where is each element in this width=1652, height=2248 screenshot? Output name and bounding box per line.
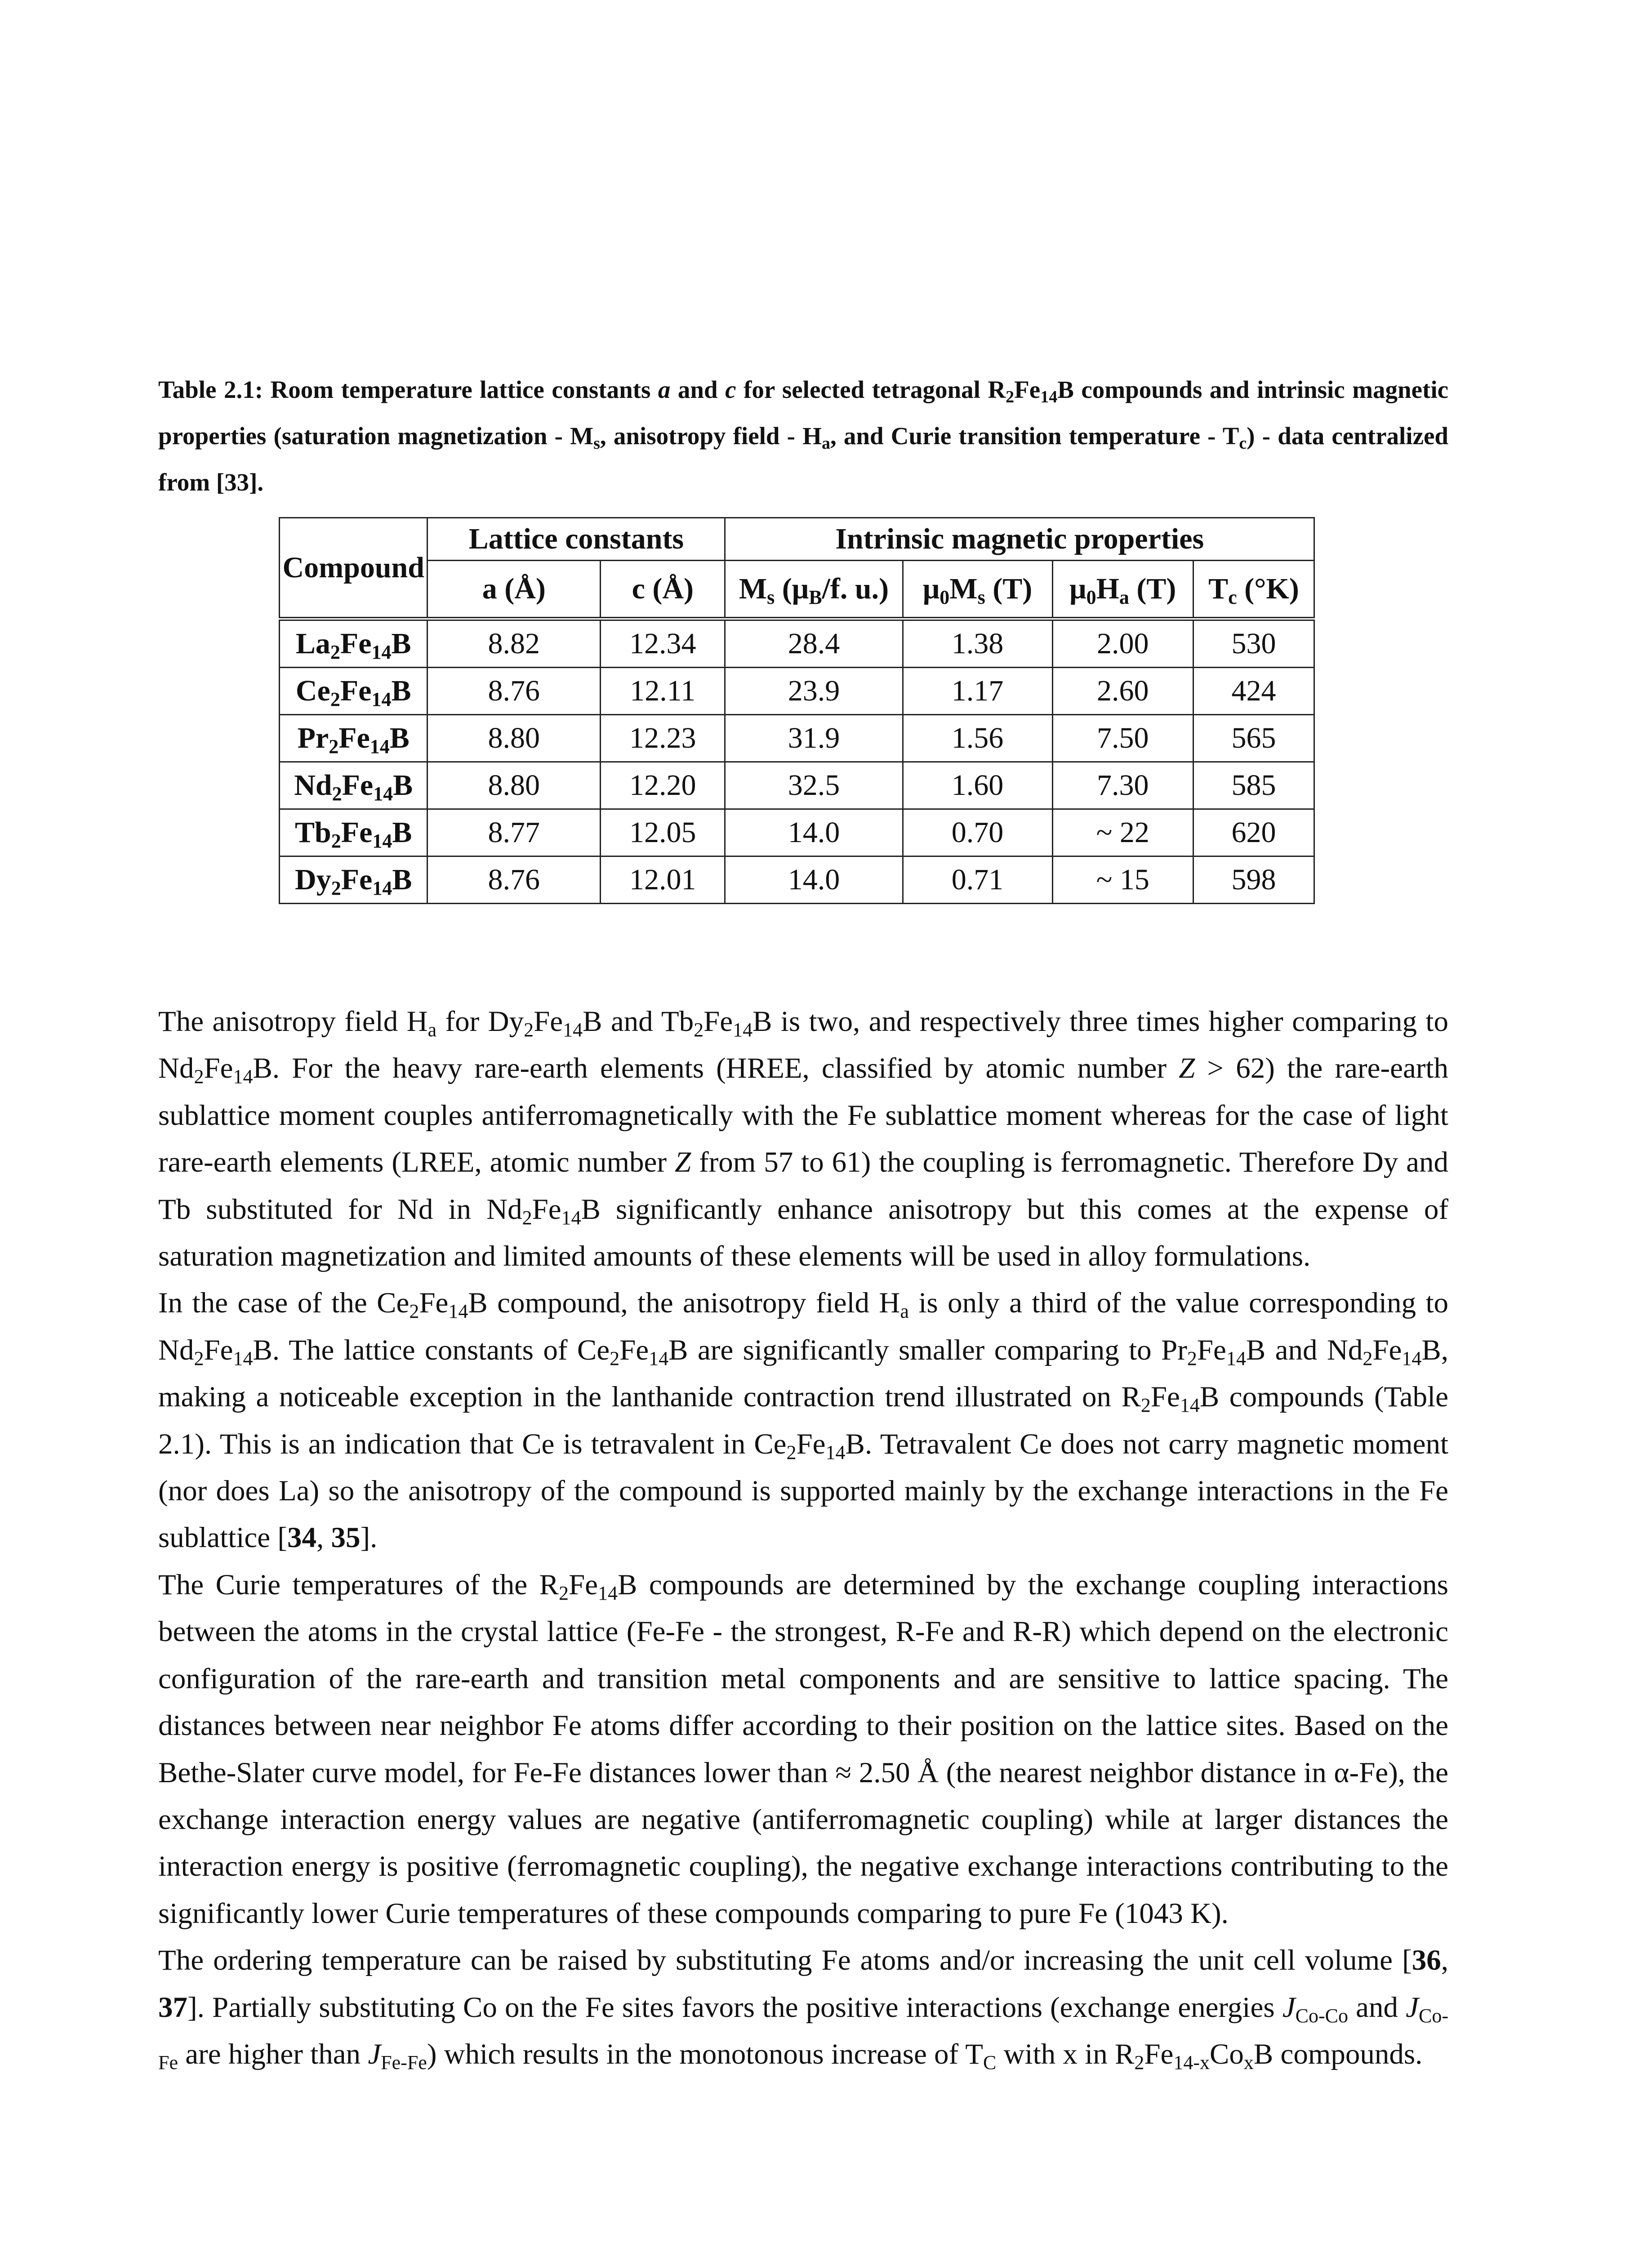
table-row (280, 762, 1314, 809)
mu0ha-cell: 7.30 (1052, 762, 1193, 809)
tc-cell: 598 (1193, 856, 1314, 904)
table-body (280, 619, 1314, 904)
mu0ms-cell: 0.71 (903, 856, 1052, 904)
a-cell: 8.80 (427, 762, 601, 809)
compound-cell: $Tb_2Fe_{14}B$ (280, 809, 427, 856)
table-header-row-2 (280, 561, 1314, 619)
mu0ha-cell: 2.00 (1052, 619, 1193, 668)
a-cell: 8.77 (427, 809, 601, 856)
c-cell: 12.34 (601, 619, 725, 668)
header-mu0ha: $\mu_0H_a$ (T) (1052, 561, 1193, 619)
table-row (280, 715, 1314, 762)
a-cell: 8.80 (427, 715, 601, 762)
compound-cell: $Nd_2Fe_{14}B$ (280, 762, 427, 809)
ms-cell: 23.9 (725, 668, 903, 715)
table-row (280, 856, 1314, 904)
body-paragraph: The anisotropy field $H_a$ for $Dy_2Fe_{14}B$ and $Tb_2Fe_{14}B$ is two, and respectively three times higher comparing to $Nd_2Fe_{14}B$. For the heavy rare-earth elements (HREE, classified by atomic number Z > 62) the rare-earth sublattice moment couples antiferromagnetically with the Fe sublattice moment whereas for the case of light rare-earth elements (LREE, atomic number Z from 57 to 61) the coupling is ferromagnetic. Therefore Dy and Tb substituted for Nd in $Nd_2Fe_{14}B$ significantly enhance anisotropy but this comes at the expense of saturation magnetization and limited amounts of these elements will be used in alloy formulations. (158, 1005, 1448, 1273)
a-cell: 8.76 (427, 668, 601, 715)
header-lattice-constants: Lattice constants (427, 518, 725, 561)
header-tc: $T_c$ (°K) (1193, 561, 1314, 619)
c-cell: 12.23 (601, 715, 725, 762)
header-ms: $M_s$ ($\mu_B/f$. u.) (725, 561, 903, 619)
compound-cell: $Ce_2Fe_{14}B$ (280, 668, 427, 715)
c-cell: 12.11 (601, 668, 725, 715)
tc-cell: 530 (1193, 619, 1314, 668)
table-row (280, 619, 1314, 668)
table-row (280, 668, 1314, 715)
tc-cell: 585 (1193, 762, 1314, 809)
ms-cell: 28.4 (725, 619, 903, 668)
mu0ms-cell: 1.56 (903, 715, 1052, 762)
tc-cell: 424 (1193, 668, 1314, 715)
a-cell: 8.76 (427, 856, 601, 904)
properties-table (279, 517, 1315, 904)
mu0ms-cell: 1.38 (903, 619, 1052, 668)
mu0ha-cell: ~ 15 (1052, 856, 1193, 904)
header-magnetic-properties: Intrinsic magnetic properties (725, 518, 1314, 561)
body-text (158, 998, 1448, 2078)
body-paragraph: The ordering temperature can be raised by substituting Fe atoms and/or increasing the unit cell volume [36, 37]. Partially substituting Co on the Fe sites favors the positive interactions (exchange energies $J_{Co-Co}$ and $J_{Co-Fe}$ are higher than $J_{Fe-Fe}$) which results in the monotonous increase of $T_C$ with x in $R_2Fe_{14-x}Co_xB$ compounds. (158, 1944, 1448, 2074)
body-paragraph: In the case of the $Ce_2Fe_{14}B$ compound, the anisotropy field $H_a$ is only a third of the value corresponding to $Nd_2Fe_{14}B$. The lattice constants of $Ce_2Fe_{14}B$ are significantly smaller comparing to $Pr_2Fe_{14}B$ and $Nd_2Fe_{14}B$, making a noticeable exception in the lanthanide contraction trend illustrated on $R_2Fe_{14}B$ compounds (Table 2.1). This is an indication that Ce is tetravalent in $Ce_2Fe_{14}B$. Tetravalent Ce does not carry magnetic moment (nor does La) so the anisotropy of the compound is supported mainly by the exchange interactions in the Fe sublattice [34, 35]. (158, 1287, 1449, 1554)
c-cell: 12.01 (601, 856, 725, 904)
header-c: c (Å) (601, 561, 725, 619)
mu0ms-cell: 0.70 (903, 809, 1052, 856)
mu0ms-cell: 1.60 (903, 762, 1052, 809)
tc-cell: 565 (1193, 715, 1314, 762)
a-cell: 8.82 (427, 619, 601, 668)
mu0ha-cell: ~ 22 (1052, 809, 1193, 856)
table-caption: Table 2.1: Room temperature lattice constants a and c for selected tetragonal $R_2Fe_{14}B$ compounds and intrinsic magnetic properties (saturation magnetization - $M_s$, anisotropy field - $H_a$, and Curie transition temperature - $T_c$) - data centralized from [33]. (158, 376, 1449, 496)
ms-cell: 32.5 (725, 762, 903, 809)
caption-label: Table 2.1: (158, 376, 263, 403)
table-row (280, 809, 1314, 856)
tc-cell: 620 (1193, 809, 1314, 856)
compound-cell: $La_2Fe_{14}B$ (280, 619, 427, 668)
mu0ha-cell: 7.50 (1052, 715, 1193, 762)
mu0ha-cell: 2.60 (1052, 668, 1193, 715)
header-mu0ms: $\mu_0M_s$ (T) (903, 561, 1052, 619)
mu0ms-cell: 1.17 (903, 668, 1052, 715)
ms-cell: 14.0 (725, 809, 903, 856)
c-cell: 12.05 (601, 809, 725, 856)
ms-cell: 31.9 (725, 715, 903, 762)
c-cell: 12.20 (601, 762, 725, 809)
compound-cell: $Dy_2Fe_{14}B$ (280, 856, 427, 904)
header-compound: Compound (280, 518, 427, 619)
table-header-row-1 (280, 518, 1314, 561)
ms-cell: 14.0 (725, 856, 903, 904)
body-paragraph: The Curie temperatures of the $R_2Fe_{14}B$ compounds are determined by the exchange coupling interactions between the atoms in the crystal lattice (Fe-Fe - the strongest, R-Fe and R-R) which depend on the electronic configuration of the rare-earth and transition metal components and are sensitive to lattice spacing. The distances between near neighbor Fe atoms differ according to their position on the lattice sites. Based on the Bethe-Slater curve model, for Fe-Fe distances lower than ≈ 2.50 Å (the nearest neighbor distance in α-Fe), the exchange interaction energy values are negative (antiferromagnetic coupling) while at larger distances the interaction energy is positive (ferromagnetic coupling), the negative exchange interactions contributing to the significantly lower Curie temperatures of these compounds comparing to pure Fe (1043 K). (158, 1568, 1448, 1930)
compound-cell: $Pr_2Fe_{14}B$ (280, 715, 427, 762)
header-a: a (Å) (427, 561, 601, 619)
